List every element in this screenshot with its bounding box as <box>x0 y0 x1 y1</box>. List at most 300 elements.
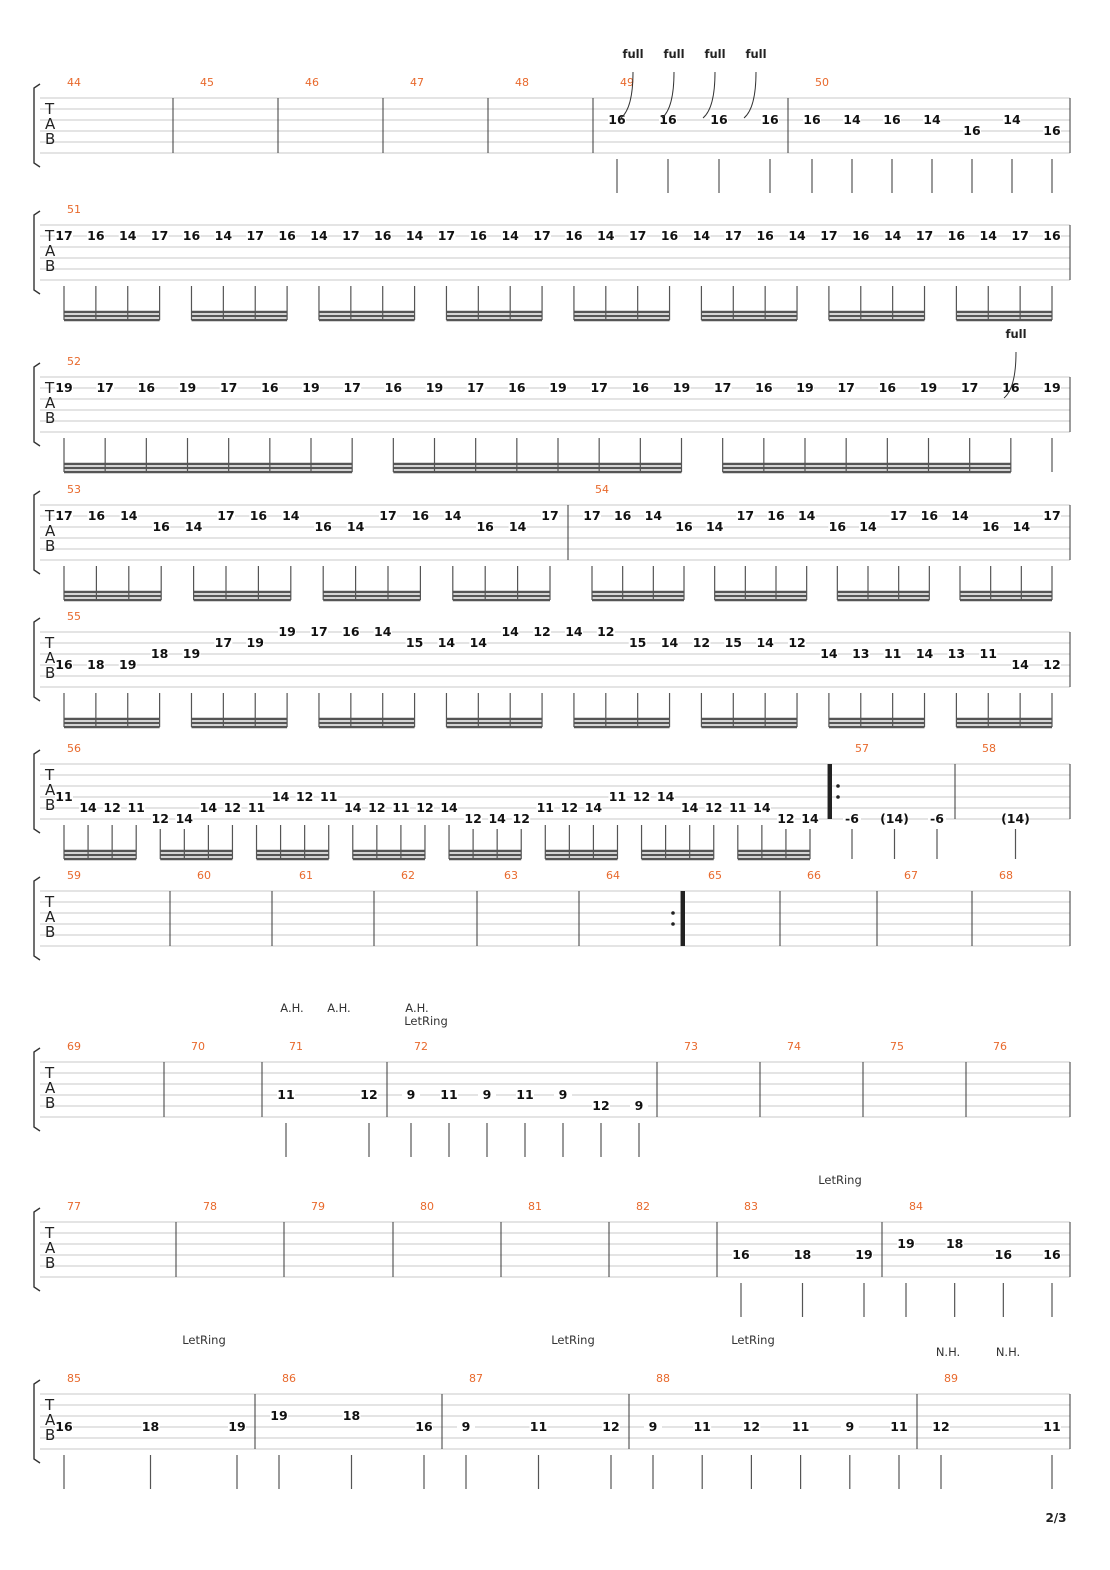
repeat-dot <box>671 922 675 926</box>
fret-number: 14 <box>405 228 424 243</box>
fret-number: 9 <box>558 1087 568 1102</box>
fret-number: 16 <box>947 228 966 243</box>
measure-number: 84 <box>909 1200 923 1213</box>
fret-number: 14 <box>271 789 290 804</box>
fret-number: 11 <box>608 789 627 804</box>
fret-number: 12 <box>103 800 121 815</box>
tab-clef-letter: A <box>45 242 56 260</box>
fret-number: 14 <box>979 228 997 243</box>
fret-number: 11 <box>127 800 145 815</box>
natural-harmonic-label: N.H. <box>995 1345 1021 1359</box>
fret-number: 14 <box>859 519 877 534</box>
tab-clef-letter: A <box>45 781 56 799</box>
tab-clef-letter: B <box>45 130 56 148</box>
let-ring-label: LetRing <box>404 1014 448 1028</box>
tab-system <box>34 742 1070 859</box>
fret-number: 14 <box>753 800 771 815</box>
fret-number: 17 <box>214 635 233 650</box>
fret-number: 17 <box>583 508 601 523</box>
fret-number: 16 <box>767 508 785 523</box>
fret-number: 16 <box>883 112 901 127</box>
fret-number: 17 <box>541 508 559 523</box>
system-bracket <box>34 84 40 167</box>
fret-number: 14 <box>797 508 816 523</box>
fret-number: 14 <box>644 508 663 523</box>
fret-number: 9 <box>634 1098 644 1113</box>
fret-number: 16 <box>87 228 105 243</box>
fret-number: 17 <box>837 380 855 395</box>
measure-number: 67 <box>904 869 918 882</box>
fret-number: 14 <box>444 508 462 523</box>
fret-number: 9 <box>648 1419 658 1434</box>
tab-clef-letter: T <box>45 227 55 245</box>
fret-number: 17 <box>55 228 73 243</box>
fret-number: 17 <box>533 228 551 243</box>
natural-harmonic-label: N.H. <box>935 1345 961 1359</box>
tab-clef-letter: T <box>45 634 55 652</box>
fret-number: 17 <box>889 508 908 523</box>
fret-number: 14 <box>440 800 458 815</box>
fret-number: 14 <box>788 228 806 243</box>
fret-number: 11 <box>516 1087 534 1102</box>
fret-number: 16 <box>508 380 526 395</box>
fret-number: 11 <box>320 789 338 804</box>
measure-number: 52 <box>67 355 81 368</box>
fret-number: 17 <box>219 380 238 395</box>
fret-number: 16 <box>608 112 626 127</box>
fret-number: 14 <box>488 811 506 826</box>
tab-clef-letter: B <box>45 923 56 941</box>
fret-number: 19 <box>919 380 938 395</box>
fret-number: 14 <box>1003 112 1021 127</box>
fret-number: 16 <box>761 112 779 127</box>
tab-clef-letter: A <box>45 115 56 133</box>
fret-number: 19 <box>796 380 814 395</box>
fret-number: 14 <box>923 112 941 127</box>
fret-number: 12 <box>295 789 314 804</box>
tab-system <box>34 355 1070 472</box>
fret-number: 14 <box>119 228 137 243</box>
fret-number: 11 <box>440 1087 458 1102</box>
fret-number: 14 <box>915 646 934 661</box>
fret-number: 15 <box>405 635 424 650</box>
fret-number: 14 <box>1012 519 1031 534</box>
fret-number: 16 <box>314 519 332 534</box>
fret-number: 14 <box>820 646 838 661</box>
fret-number: 14 <box>584 800 603 815</box>
tab-system <box>34 76 1070 193</box>
fret-number: 16 <box>152 519 170 534</box>
fret-number: 12 <box>560 800 579 815</box>
fret-number: 12 <box>360 1087 378 1102</box>
fret-number: 11 <box>392 800 410 815</box>
fret-number: 12 <box>223 800 242 815</box>
fret-number: 14 <box>756 635 774 650</box>
let-ring-label: LetRing <box>182 1333 226 1347</box>
tab-clef-letter: T <box>45 1064 55 1082</box>
fret-number: 14 <box>597 228 615 243</box>
measure-number: 89 <box>944 1372 958 1385</box>
fret-number: 15 <box>628 635 647 650</box>
fret-number: 12 <box>602 1419 620 1434</box>
fret-number: 16 <box>631 380 650 395</box>
fret-number: 19 <box>302 380 320 395</box>
fret-number: 18 <box>945 1236 964 1251</box>
measure-number: 54 <box>595 483 609 496</box>
fret-number: 16 <box>87 508 106 523</box>
let-ring-label: LetRing <box>731 1333 775 1347</box>
fret-number: 14 <box>437 635 456 650</box>
fret-number: 14 <box>79 800 97 815</box>
measure-number: 81 <box>528 1200 542 1213</box>
fret-number: 12 <box>932 1419 950 1434</box>
fret-number: 12 <box>464 811 482 826</box>
artificial-harmonic-label: A.H. <box>280 1001 304 1015</box>
fret-number: 11 <box>529 1419 548 1434</box>
fret-number: 19 <box>1043 380 1061 395</box>
fret-number: 19 <box>55 380 73 395</box>
fret-number: 16 <box>878 380 897 395</box>
fret-number: 12 <box>512 811 530 826</box>
tab-clef-letter: T <box>45 766 55 784</box>
fret-number: 16 <box>852 228 870 243</box>
bend-full-label: full <box>745 47 767 61</box>
repeat-start-bar <box>828 764 832 819</box>
measure-number: 86 <box>282 1372 296 1385</box>
fret-number: 11 <box>979 646 997 661</box>
fret-number: 11 <box>883 646 902 661</box>
let-ring-label: LetRing <box>551 1333 595 1347</box>
tab-system <box>34 1200 1070 1317</box>
page-number: 2/3 <box>1045 1511 1067 1525</box>
fret-number: 17 <box>960 380 979 395</box>
bend-arrow <box>744 72 756 118</box>
fret-number: 11 <box>247 800 266 815</box>
measure-number: 82 <box>636 1200 650 1213</box>
tab-system <box>34 1040 1070 1157</box>
tab-clef-letter: T <box>45 379 55 397</box>
tab-clef-letter: A <box>45 394 56 412</box>
fret-number: (14) <box>1001 811 1030 826</box>
measure-number: 51 <box>67 203 81 216</box>
fret-number: 16 <box>803 112 821 127</box>
system-bracket <box>34 1208 40 1291</box>
tab-clef-letter: B <box>45 257 56 275</box>
fret-number: 19 <box>119 657 137 672</box>
fret-number: 17 <box>310 624 328 639</box>
tab-clef-letter: B <box>45 409 56 427</box>
fret-number: 19 <box>897 1236 915 1251</box>
measure-number: 50 <box>815 76 829 89</box>
fret-number: 19 <box>672 380 691 395</box>
tab-clef-letter: B <box>45 1426 56 1444</box>
tab-clef-letter: A <box>45 1239 56 1257</box>
measure-number: 58 <box>982 742 996 755</box>
measure-number: 80 <box>420 1200 434 1213</box>
fret-number: 12 <box>416 800 434 815</box>
tab-system <box>34 1372 1070 1489</box>
let-ring-label: LetRing <box>818 1173 862 1187</box>
fret-number: 14 <box>705 519 724 534</box>
fret-number: 16 <box>565 228 583 243</box>
measure-number: 45 <box>200 76 214 89</box>
fret-number: 18 <box>87 657 105 672</box>
tab-clef-letter: A <box>45 522 56 540</box>
tab-system <box>34 869 1070 960</box>
fret-number: 14 <box>692 228 711 243</box>
measure-number: 60 <box>197 869 211 882</box>
fret-number: 14 <box>565 624 583 639</box>
measure-number: 73 <box>684 1040 698 1053</box>
fret-number: 16 <box>374 228 392 243</box>
fret-number: 19 <box>549 380 567 395</box>
fret-number: 11 <box>890 1419 908 1434</box>
fret-number: 17 <box>96 380 114 395</box>
fret-number: 14 <box>801 811 819 826</box>
fret-number: 12 <box>788 635 806 650</box>
fret-number: 13 <box>852 646 870 661</box>
fret-number: 17 <box>628 228 647 243</box>
fret-number: 19 <box>278 624 296 639</box>
measure-number: 88 <box>656 1372 670 1385</box>
tab-system <box>34 610 1070 727</box>
fret-number: 16 <box>963 123 981 138</box>
measure-number: 56 <box>67 742 81 755</box>
fret-number: 11 <box>536 800 554 815</box>
fret-number: 16 <box>756 228 774 243</box>
measure-number: 79 <box>311 1200 325 1213</box>
fret-number: 16 <box>994 1247 1013 1262</box>
fret-number: 16 <box>659 112 677 127</box>
fret-number: 12 <box>533 624 551 639</box>
measure-number: 83 <box>744 1200 758 1213</box>
fret-number: 14 <box>374 624 392 639</box>
fret-number: 14 <box>1011 657 1029 672</box>
fret-number: 14 <box>214 228 233 243</box>
bend-full-label: full <box>622 47 644 61</box>
fret-number: 13 <box>947 646 966 661</box>
fret-number: 12 <box>368 800 386 815</box>
fret-number: 16 <box>411 508 430 523</box>
bend-full-label: full <box>1005 327 1027 341</box>
fret-number: 17 <box>246 228 264 243</box>
tab-clef-letter: B <box>45 796 56 814</box>
measure-number: 87 <box>469 1372 483 1385</box>
tab-clef-letter: B <box>45 1254 56 1272</box>
fret-number: 14 <box>175 811 194 826</box>
fret-number: 9 <box>461 1419 471 1434</box>
fret-number: 11 <box>1043 1419 1061 1434</box>
measure-number: 57 <box>855 742 869 755</box>
fret-number: 16 <box>675 519 693 534</box>
measure-number: 77 <box>67 1200 81 1213</box>
fret-number: 16 <box>1043 1247 1061 1262</box>
artificial-harmonic-label: A.H. <box>405 1001 429 1015</box>
fret-number: 12 <box>597 624 615 639</box>
measure-number: 70 <box>191 1040 205 1053</box>
fret-number: 16 <box>469 228 488 243</box>
measure-number: 55 <box>67 610 81 623</box>
fret-number: 12 <box>692 635 711 650</box>
repeat-dot <box>671 911 675 915</box>
fret-number: 14 <box>508 519 527 534</box>
fret-number: 12 <box>632 789 651 804</box>
fret-number: 11 <box>791 1419 810 1434</box>
fret-number: 12 <box>705 800 723 815</box>
fret-number: 18 <box>793 1247 812 1262</box>
fret-number: 16 <box>755 380 773 395</box>
system-bracket <box>34 1048 40 1131</box>
fret-number: 17 <box>150 228 169 243</box>
fret-number: 16 <box>660 228 679 243</box>
measure-number: 49 <box>620 76 634 89</box>
tab-clef-letter: A <box>45 1411 56 1429</box>
measure-number: 85 <box>67 1372 81 1385</box>
fret-number: 17 <box>466 380 485 395</box>
tab-system <box>34 483 1070 600</box>
fret-number: 14 <box>843 112 861 127</box>
measure-number: 65 <box>708 869 722 882</box>
fret-number: 18 <box>141 1419 160 1434</box>
measure-number: 44 <box>67 76 81 89</box>
fret-number: 16 <box>384 380 403 395</box>
measure-number: 53 <box>67 483 81 496</box>
fret-number: 17 <box>820 228 838 243</box>
fret-number: 16 <box>1043 123 1061 138</box>
fret-number: 16 <box>981 519 1000 534</box>
fret-number: 16 <box>613 508 632 523</box>
measure-number: 74 <box>787 1040 801 1053</box>
tab-clef-letter: T <box>45 100 55 118</box>
system-bracket <box>34 618 40 701</box>
fret-number: 17 <box>217 508 235 523</box>
tab-clef-letter: T <box>45 893 55 911</box>
fret-number: 11 <box>55 789 73 804</box>
fret-number: 16 <box>342 624 360 639</box>
fret-number: 12 <box>592 1098 610 1113</box>
fret-number: 17 <box>713 380 732 395</box>
fret-number: 16 <box>476 519 494 534</box>
measure-number: 64 <box>606 869 620 882</box>
fret-number: 16 <box>55 657 73 672</box>
fret-number: 15 <box>724 635 742 650</box>
fret-number: 14 <box>501 228 519 243</box>
fret-number: 14 <box>501 624 519 639</box>
fret-number: 19 <box>855 1247 873 1262</box>
fret-number: 18 <box>342 1408 361 1423</box>
fret-number: 16 <box>920 508 939 523</box>
repeat-end-bar <box>681 891 685 946</box>
tab-system <box>34 203 1070 320</box>
measure-number: 47 <box>410 76 424 89</box>
system-bracket <box>34 750 40 833</box>
fret-number: 14 <box>656 789 675 804</box>
fret-number: 19 <box>228 1419 246 1434</box>
fret-number: 17 <box>915 228 934 243</box>
fret-number: 17 <box>590 380 608 395</box>
system-bracket <box>34 877 40 960</box>
fret-number: 11 <box>277 1087 295 1102</box>
fret-number: 14 <box>951 508 969 523</box>
annotations <box>182 47 1029 1359</box>
fret-number: 14 <box>346 519 365 534</box>
repeat-dot <box>836 795 840 799</box>
fret-number: 16 <box>182 228 201 243</box>
fret-number: 9 <box>482 1087 492 1102</box>
fret-number: 12 <box>1043 657 1061 672</box>
tab-clef-letter: T <box>45 1224 55 1242</box>
measure-number: 75 <box>890 1040 904 1053</box>
measure-number: 76 <box>993 1040 1007 1053</box>
measure-number: 46 <box>305 76 319 89</box>
tab-clef-letter: B <box>45 664 56 682</box>
fret-number: 16 <box>710 112 728 127</box>
fret-number: 14 <box>660 635 679 650</box>
fret-number: 14 <box>883 228 902 243</box>
bend-full-label: full <box>704 47 726 61</box>
measure-number: 48 <box>515 76 529 89</box>
system-bracket <box>34 1380 40 1463</box>
fret-number: 17 <box>724 228 742 243</box>
fret-number: 16 <box>55 1419 73 1434</box>
fret-number: 14 <box>199 800 218 815</box>
fret-number: 16 <box>732 1247 750 1262</box>
fret-number: 17 <box>736 508 755 523</box>
tab-clef-letter: B <box>45 1094 56 1112</box>
fret-number: 14 <box>120 508 138 523</box>
measure-number: 69 <box>67 1040 81 1053</box>
system-bracket <box>34 211 40 294</box>
fret-number: 16 <box>828 519 847 534</box>
fret-number: 19 <box>178 380 197 395</box>
tab-clef-letter: T <box>45 507 55 525</box>
measure-number: 66 <box>807 869 821 882</box>
fret-number: 16 <box>249 508 268 523</box>
fret-number: -6 <box>930 811 944 826</box>
fret-number: 16 <box>1002 380 1020 395</box>
measure-number: 59 <box>67 869 81 882</box>
fret-number: 17 <box>343 380 361 395</box>
system-bracket <box>34 491 40 574</box>
fret-number: 12 <box>777 811 795 826</box>
tab-clef-letter: A <box>45 649 56 667</box>
tab-clef-letter: A <box>45 1079 56 1097</box>
fret-number: (14) <box>880 811 909 826</box>
fret-number: 19 <box>270 1408 288 1423</box>
fret-number: 16 <box>1043 228 1061 243</box>
measure-number: 72 <box>414 1040 428 1053</box>
fret-number: 17 <box>1011 228 1029 243</box>
artificial-harmonic-label: A.H. <box>327 1001 351 1015</box>
measure-number: 61 <box>299 869 313 882</box>
measure-number: 63 <box>504 869 518 882</box>
fret-number: 14 <box>310 228 328 243</box>
fret-number: 19 <box>246 635 264 650</box>
fret-number: 19 <box>425 380 444 395</box>
fret-number: 14 <box>344 800 362 815</box>
measure-number: 62 <box>401 869 415 882</box>
fret-number: 16 <box>261 380 279 395</box>
fret-number: 14 <box>184 519 203 534</box>
fret-number: 12 <box>151 811 169 826</box>
fret-number: 16 <box>415 1419 433 1434</box>
fret-number: 14 <box>469 635 488 650</box>
fret-number: 18 <box>150 646 169 661</box>
measure-number: 68 <box>999 869 1013 882</box>
measure-number: 78 <box>203 1200 217 1213</box>
fret-number: 9 <box>406 1087 416 1102</box>
bend-full-label: full <box>663 47 685 61</box>
